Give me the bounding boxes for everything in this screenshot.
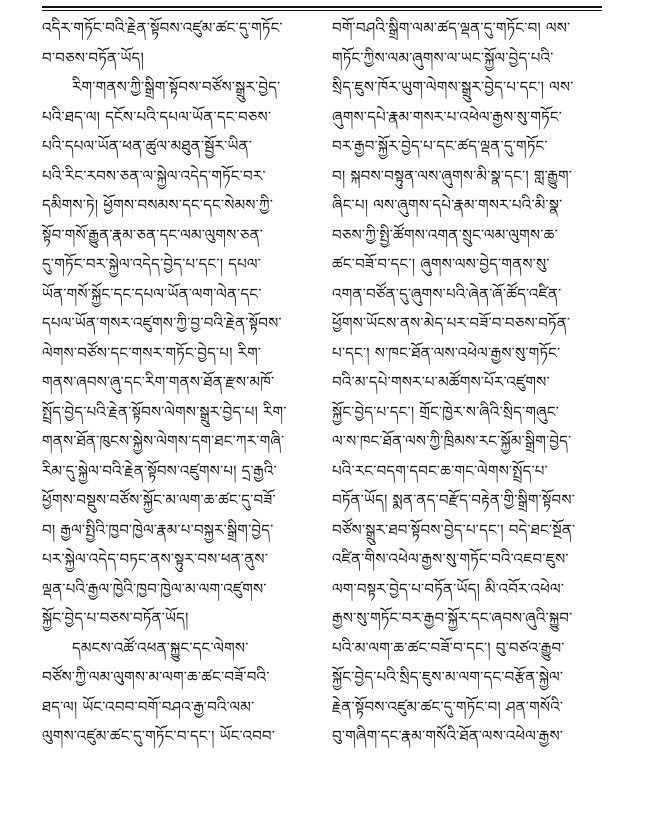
right-column-text-line: པའི་མ་ལག་ཆ་ཚང་བཟོ་བ་དང་། བུ་བཙའ་རྒྱུབ་	[332, 638, 565, 657]
left-column-text-line: ཐད་ལ། ཡོང་འབབ་བགོ་བཤའ་རྒྱ་བའི་ལམ་	[42, 697, 255, 716]
left-column-text-line: བ། རྒྱལ་སྤྱིའི་ཁྱབ་ཁྱེལ་རྣམ་པ་བསྐྱར་སྒྲིག་བྱེད་	[42, 520, 274, 539]
header-rule-thick	[42, 6, 602, 8]
right-column-text-line: འཛིན་གིས་འཕེལ་རྒྱས་སུ་གཏོང་བའི་འཇབ་ཇུས་	[332, 550, 569, 568]
right-column-text-line: བ། སྐབས་བསྟུན་ལས་ཞུགས་མི་སྣ་དང་། གླ་རྒྱུག་	[332, 166, 573, 185]
right-column-text-line: ཞིང་པ། ལས་ཞུགས་དཔེ་རྣམ་གསར་པའི་མི་སྣ་	[332, 196, 563, 214]
left-column-text-line: དམིགས་ཏེ། ཕྱོགས་བསམས་དང་དང་སེམས་ཀྱི་	[42, 196, 274, 214]
header-rule-thin	[42, 10, 602, 11]
right-column-text-line: ཕྱོགས་ཡོངས་ནས་མེད་པར་བཟོ་བ་བཅས་བཏོན་	[332, 314, 571, 332]
right-column-text-line: པའི་རང་བདག་དབང་ཆ་གང་ལེགས་སྤྲོད་པ་	[332, 461, 548, 480]
left-column-text-line: སྐྱོང་བྱེད་པ་བཅས་བཏོན་ཡོད།	[42, 609, 189, 627]
left-column-text-line: དམངས་འཚོ་འཕན་སྐྱུང་དང་ལེགས་	[72, 638, 249, 657]
left-column-text-line: པའི་རིང་རབས་ཅན་ལ་སྐྱེལ་འདེད་གཏོང་བར་	[42, 166, 266, 185]
right-column-text-line: བཏོན་ཡོད། སྨན་ནད་བརྫོད་བརྟེན་གྱི་སྒྲིག་སྟོབས་	[332, 491, 576, 509]
left-column-text-line: ལུགས་འཛུམ་ཚང་དུ་གཏོང་བ་དང་། ཡོང་འབབ་	[42, 727, 276, 745]
right-column-text-line: བཅས་ཀྱི་སྤྱི་ཚོགས་འགན་སྲུང་ལམ་ལུགས་ཆ་	[332, 225, 558, 244]
right-column-text-line: བགོ་བཤའི་སྒྲིག་ལམ་ཚད་ལྡན་དུ་གཏོང་བ། ལས་	[332, 19, 571, 37]
left-column-text-line: དུ་གཏོང་བར་སྐྱེལ་འདེད་བྱེད་པ་དང་། དཔལ་	[42, 255, 262, 273]
right-column-text-line: ཞུགས་དཔེ་རྣམ་གསར་པ་འཕེལ་རྒྱས་སུ་གཏོང་	[332, 107, 563, 126]
left-column-text-line: ལྡན་པའི་རྒྱལ་ཁྱེའི་ཁྱབ་ཁྱེལ་མ་ལག་འཛུགས་	[42, 579, 267, 598]
right-column-text-line: ཚང་བཟོ་བ་དང་། ཞུགས་ལས་བྱེད་གནས་སུ་	[332, 255, 550, 273]
right-column-text-line: འགན་བཙོན་དུ་ཞུགས་པའི་ཞེན་ཞོ་ཚོད་འཛིན་	[332, 284, 562, 303]
right-column-text-line: ལ་ས་ཁང་ཐོན་ལས་ཀྱི་ཁྲིམས་རང་སྐྱོམ་སྒྲིག་བྱེད་	[332, 432, 572, 450]
right-column-text-line: བར་རྒྱབ་སྐྱོར་བྱེད་པ་དང་ཚད་ལྡན་དུ་གཏོང་	[332, 137, 548, 155]
right-column-text-line: སྐྱོང་བྱེད་པའི་སྲིད་ཇུས་མ་ལག་དང་བརྩོན་སྐྱེལ་	[332, 668, 564, 686]
left-column-text-line: གནས་ཞབས་ཞུ་དང་རིག་གནས་ཐོན་རྫས་མཁོ་	[42, 373, 275, 391]
left-column-text-line: རིག་གནས་ཀྱི་སྒྲིག་སྟོབས་བཙོས་སྒྲུར་བྱེད་	[72, 78, 281, 96]
right-column-text-line: རྒྱས་སུ་གཏོང་བར་རྒྱབ་སྐྱོར་དང་ཞབས་ཞུའི་སྐྱུབ་	[332, 609, 573, 627]
right-column-text-line: བུ་གཞིག་དང་རྣམ་གསོའི་ཐོན་ལས་འཕེལ་རྒྱས་	[332, 727, 564, 745]
right-column-text-line: བཙོས་སྒྲུར་ཐབ་སྟོབས་བྱེད་པ་དང་། བདེ་ཐང་སྔོན་	[332, 520, 576, 539]
left-column-text-line: ལེགས་བཙོས་དང་གསར་གཏོང་བྱེད་པ། རིག་	[42, 343, 262, 362]
left-column-text-line: དཔལ་ཡོན་གསར་འཛུགས་ཀྱི་བྱ་བའི་རྗེན་སྟོབས་	[42, 314, 282, 332]
left-column-text-line: པའི་དཔལ་ཡོན་ཕན་ཚུལ་མཐུན་སྦྱོར་ཡིན་	[42, 137, 253, 155]
left-column-text-line: འདིར་གཏོང་བའི་རྗེན་སྟོབས་འཛུམ་ཚང་དུ་གཏོང་	[42, 19, 283, 37]
right-column-text-line: བའི་མ་དཔེ་གསར་པ་མཚོགས་པོར་འཛུགས་	[332, 373, 550, 391]
left-column-text-line: སྟོབ་གསོ་རྒྱུན་རྣམ་ཅན་དང་ལམ་ལུགས་ཅན་	[42, 225, 264, 244]
right-column-text-line: ལག་བསྟར་བྱེད་པ་བཏོན་ཡོད། མི་འབོར་འཕེལ་	[332, 579, 565, 598]
right-column-text-line: རྗེན་སྟོབས་འཛུམ་ཚང་དུ་གཏོང་བ། ཤན་གསོའི་	[332, 697, 564, 716]
left-column-text-line: སྤྲོད་བྱེད་པའི་རྗེན་སྟོབས་ལེགས་སྒྲུར་བྱེད་པ། རིག་	[42, 402, 287, 421]
left-column-text-line: རིམ་དུ་སྐྱེལ་བའི་རྗེན་སྟོབས་འཛུགས་པ། དྲ་རྒྱའི་	[42, 461, 277, 480]
left-column-text-line: གནས་ཐོན་ཁུངས་སྐྱེས་ལེགས་དག་ཐང་ཀར་གཞི་	[42, 432, 285, 450]
right-text-column	[332, 14, 602, 752]
left-column-text-line: ཕྱོགས་བསྡུས་བཙོས་སྐྱོང་མ་ལག་ཆ་ཚང་དུ་བཟོ་	[42, 491, 276, 509]
left-column-text-line: ཡོན་གསོ་སྐྱོང་དང་དཔལ་ཡོན་ལག་ལེན་དང་	[42, 284, 262, 303]
right-column-text-line: སྐྱོང་བྱེད་པ་དང་། གྲོང་ཁྱེར་ས་ཞིའི་སྲིད་གཞུང་	[332, 402, 560, 421]
left-column-text-line: བཙོས་ཀྱི་ལམ་ལུགས་མ་ལག་ཆ་ཚང་བཟོ་བའི་	[42, 668, 270, 686]
left-column-text-line: པར་སྐྱེལ་འདེད་བཏང་ནས་སྟུར་བས་ཕན་ནུས་	[42, 550, 269, 568]
right-column-text-line: གཏོང་ཀྱིས་ལམ་ཞུགས་ལ་ཡང་སྐྱོལ་བྱེད་པའི་	[332, 48, 554, 67]
left-column-text-line: བ་བཅས་བཏོན་ཡོད།	[42, 48, 144, 67]
right-column-text-line: སྲིད་ཇུས་ཁོར་ཡུག་ལེགས་སྒྲུར་བྱེད་པ་དང་། ལས་	[332, 78, 574, 96]
left-column-text-line: པའི་ཐད་ལ། དངོས་པའི་དཔལ་ཡོན་དང་བཅས་	[42, 107, 272, 126]
left-text-column	[42, 14, 312, 752]
right-column-text-line: པ་དང་། ས་ཁང་ཐོན་ལས་འཕེལ་རྒྱས་སུ་གཏོང་	[332, 343, 561, 362]
